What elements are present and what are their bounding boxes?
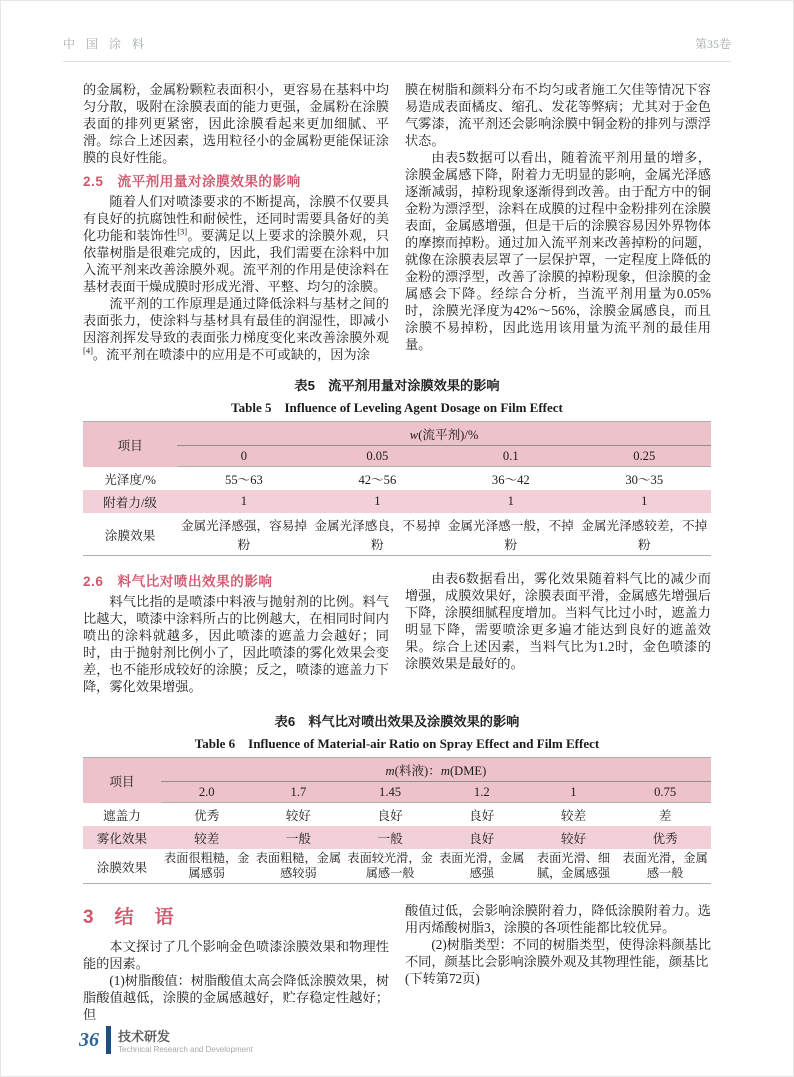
table5-caption-cn: 表5 流平剂用量对涂膜效果的影响	[294, 378, 500, 393]
table-cell: 表面光滑，金属感一般	[622, 851, 708, 880]
table5-group-header	[177, 422, 711, 446]
table-row	[83, 803, 711, 827]
table5-block	[83, 375, 711, 556]
citation-ref: [4]	[83, 345, 93, 356]
running-head	[63, 35, 731, 62]
paragraph: 酸值过低，会影响涂膜附着力，降低涂膜附着力。选用丙烯酸树脂3，涂膜的各项性能都比较优异。	[405, 903, 711, 935]
table-cell: 表面较光滑，金属感一般	[347, 851, 433, 880]
table6-block	[83, 711, 711, 884]
table-cell: 1	[578, 490, 712, 513]
table6	[83, 757, 711, 884]
table-cell: 金属光泽感良，不易掉粉	[314, 519, 441, 552]
table-cell: 1	[177, 490, 310, 513]
table-cell: 表面光滑，金属感强	[439, 851, 525, 880]
paragraph: 由表6数据看出，雾化效果随着料气比的减少而增强，成膜效果好，涂膜表面平滑，金属感先增强后下降，涂膜细腻程度增加。当料气比过小时，遮盖力明显下降，需要喷涂更多遍才能达到良好的遮盖效果。综合上述因素，当料气比为1.2时，金色喷漆的涂膜效果是最好的。	[405, 571, 711, 671]
citation-ref: [3]	[177, 226, 188, 237]
columns-top	[83, 81, 711, 363]
paragraph: 的金属粉，金属粉颗粒表面积小，更容易在基料中均匀分散，吸附在涂膜表面的能力更强，金属粉在涂膜表面的排列更紧密，因此涂膜看起来更加细腻、平滑。综合上述因素，选用粒径小的金属粉更能保证涂膜的良好性能。	[83, 82, 389, 165]
table-row	[83, 826, 711, 849]
paragraph-text: 。流平剂在喷漆中的应用是不可或缺的，因为涂	[92, 347, 370, 362]
paragraph: (2)树脂类型：不同的树脂类型，使得涂料颜基比不同，颜基比会影响涂膜外观及其物理性能，颜基比	[405, 937, 711, 969]
right-column	[405, 570, 711, 695]
table6-col: 1.7	[253, 782, 345, 803]
columns-bottom	[83, 902, 711, 1023]
table6-col: 2.0	[161, 782, 253, 803]
table6-col: 0.75	[619, 782, 711, 803]
table-cell: 30～35	[625, 473, 664, 487]
page-content	[83, 81, 711, 1023]
table6-caption-en: Table 6 Influence of Material-air Ratio on Spray Effect and Film Effect	[194, 736, 600, 751]
table-cell: 一般	[344, 826, 436, 849]
paragraph: 本文探讨了几个影响金色喷漆涂膜效果和物理性能的因素。	[83, 939, 389, 971]
table-cell: 差	[658, 809, 672, 823]
paragraph-text: 流平剂的工作原理是通过降低涂料与基材之间的表面张力，使涂料与基材具有最佳的润湿性，即减小因溶剂挥发导致的表面张力梯度变化来改善涂膜外观	[83, 296, 389, 345]
table-row	[83, 513, 711, 556]
footer-column-en: Technical Research and Development	[118, 1045, 253, 1054]
table6-subheader-row	[83, 782, 711, 803]
table5-col: 0.1	[444, 446, 577, 467]
group-header-text: (DME)	[449, 764, 487, 778]
paragraph: 料气比指的是喷漆中料液与抛射剂的比例。料气比越大，喷漆中涂料所占的比例越大，在相同时间内喷出的涂料就越多，因此喷漆的遮盖力会越好；同时，由于抛射剂比例小了，因此喷漆的雾化效果会变差，也不能形成较好的涂膜；反之，喷漆的遮盖力下降，雾化效果增强。	[83, 594, 389, 694]
paragraph-text: 。要满足以上要求的涂膜外观，只依靠树脂是很难完成的，因此，我们需要在涂料中加入流平剂来改善涂膜外观。流平剂的作用是使涂料在基材表面干燥成膜时形成光滑、平整、均匀的涂膜。	[83, 228, 390, 294]
footer-column-cn: 技术研发	[118, 1029, 171, 1044]
paragraph-text: 随着人们对喷漆要求的不断提高，涂膜不仅要具有良好的抗腐蚀性和耐候性，还同时需要具备好的美化功能和装饰性	[83, 194, 389, 243]
table5-col: 0.25	[578, 446, 712, 467]
row-label: 涂膜效果	[104, 528, 156, 543]
table5-item-header: 项目	[83, 422, 177, 467]
table6-col: 1.2	[436, 782, 528, 803]
table-cell: 36～42	[491, 473, 530, 487]
columns-middle	[83, 570, 711, 695]
table-row	[83, 849, 711, 884]
paragraph	[83, 295, 389, 363]
table-cell: 优秀	[619, 826, 711, 849]
table-row	[83, 467, 711, 491]
table5	[83, 421, 711, 556]
paragraph: 由表5数据可以看出，随着流平剂用量的增多，涂膜金属感下降，附着力无明显的影响，金属光泽感逐渐减弱，掉粉现象逐渐得到改善。由于配方中的铜金粉为漂浮型，涂料在成膜的过程中金粉排列在涂膜表面，金属感增强，但是干后的涂膜容易因外界物体的摩擦而掉粉。通过加入流平剂来改善掉粉的问题，就像在涂膜表层罩了一层保护罩，一定程度上降低的金粉的漂浮型，改善了涂膜的掉粉现象，但涂膜的金属感会下降。经综合分析，当流平剂用量为0.05%时，涂膜光泽度为42%～56%，涂膜金属感良，而且涂膜不易掉粉，因此选用该用量为流平剂的最佳用量。	[405, 150, 711, 352]
section-heading-3: 3 结 语	[83, 907, 175, 928]
left-column	[83, 570, 389, 695]
table-cell: 金属光泽感强，容易掉粉	[180, 519, 307, 552]
group-header-text: (料液)：	[394, 764, 441, 778]
row-label: 附着力/级	[83, 490, 177, 513]
page-footer	[79, 1026, 253, 1054]
left-column	[83, 81, 389, 363]
row-label: 雾化效果	[83, 826, 161, 849]
right-column	[405, 81, 711, 363]
group-header-text: (流平剂)/%	[418, 428, 479, 442]
continued-note: (下转第72页)	[405, 971, 480, 986]
section-heading-2-5: 2.5 流平剂用量对涂膜效果的影响	[83, 174, 301, 189]
left-column	[83, 902, 389, 1023]
table-cell: 金属光泽感一般，不掉粉	[447, 519, 574, 552]
journal-name: 中 国 涂 料	[63, 37, 149, 51]
right-column	[405, 902, 711, 1023]
table-cell: 42～56	[358, 473, 397, 487]
table-cell: 1	[311, 490, 444, 513]
table6-col: 1	[528, 782, 620, 803]
table5-header-row	[83, 422, 711, 446]
table-cell: 较好	[528, 826, 620, 849]
table-cell: 金属光泽感较差，不掉粉	[581, 519, 708, 552]
table5-caption-en: Table 5 Influence of Leveling Agent Dosage on Film Effect	[231, 400, 563, 415]
paragraph: (1)树脂酸值：树脂酸值太高会降低涂膜效果，树脂酸值越低，涂膜的金属感越好，贮存稳定性越好；但	[83, 973, 389, 1022]
table-cell: 较差	[161, 826, 253, 849]
table-cell: 一般	[253, 826, 345, 849]
table-row	[83, 490, 711, 513]
table6-header-row	[83, 758, 711, 782]
table-cell: 55～63	[225, 473, 263, 487]
table5-col: 0	[177, 446, 310, 467]
table5-col: 0.05	[311, 446, 444, 467]
variable-symbol: m	[440, 764, 450, 778]
row-label: 光泽度/%	[104, 472, 156, 487]
table-cell: 优秀	[194, 809, 220, 823]
table-cell: 良好	[377, 809, 403, 823]
table-cell: 良好	[469, 809, 495, 823]
table-cell: 较差	[560, 809, 587, 823]
table6-col: 1.45	[344, 782, 436, 803]
table-cell: 1	[444, 490, 577, 513]
paragraph	[83, 193, 389, 295]
table-cell: 良好	[436, 826, 528, 849]
paragraph: 膜在树脂和颜料分布不均匀或者施工欠佳等情况下容易造成表面橘皮、缩孔、发花等弊病；尤其对于金色气雾漆，流平剂还会影响涂膜中铜金粉的排列与漂浮状态。	[405, 82, 711, 148]
section-heading-2-6: 2.6 料气比对喷出效果的影响	[83, 574, 273, 589]
table-cell: 表面光滑、细腻，金属感强	[536, 851, 611, 880]
volume-label: 第35卷	[694, 37, 731, 51]
table-cell: 表面很粗糙，金属感弱	[164, 851, 250, 880]
table-cell: 较好	[285, 809, 311, 823]
row-label: 涂膜效果	[96, 860, 148, 875]
footer-column	[118, 1026, 253, 1054]
table6-caption-cn: 表6 料气比对喷出效果及涂膜效果的影响	[274, 714, 520, 729]
table-cell: 表面粗糙，金属感较弱	[255, 851, 342, 880]
variable-symbol: w	[409, 428, 419, 442]
footer-bar	[106, 1026, 111, 1054]
table5-subheader-row	[83, 446, 711, 467]
table6-item-header: 项目	[83, 758, 161, 803]
row-label: 遮盖力	[103, 808, 141, 823]
variable-symbol: m	[385, 764, 395, 778]
table6-group-header	[161, 758, 711, 782]
page-number: 36	[79, 1028, 99, 1051]
